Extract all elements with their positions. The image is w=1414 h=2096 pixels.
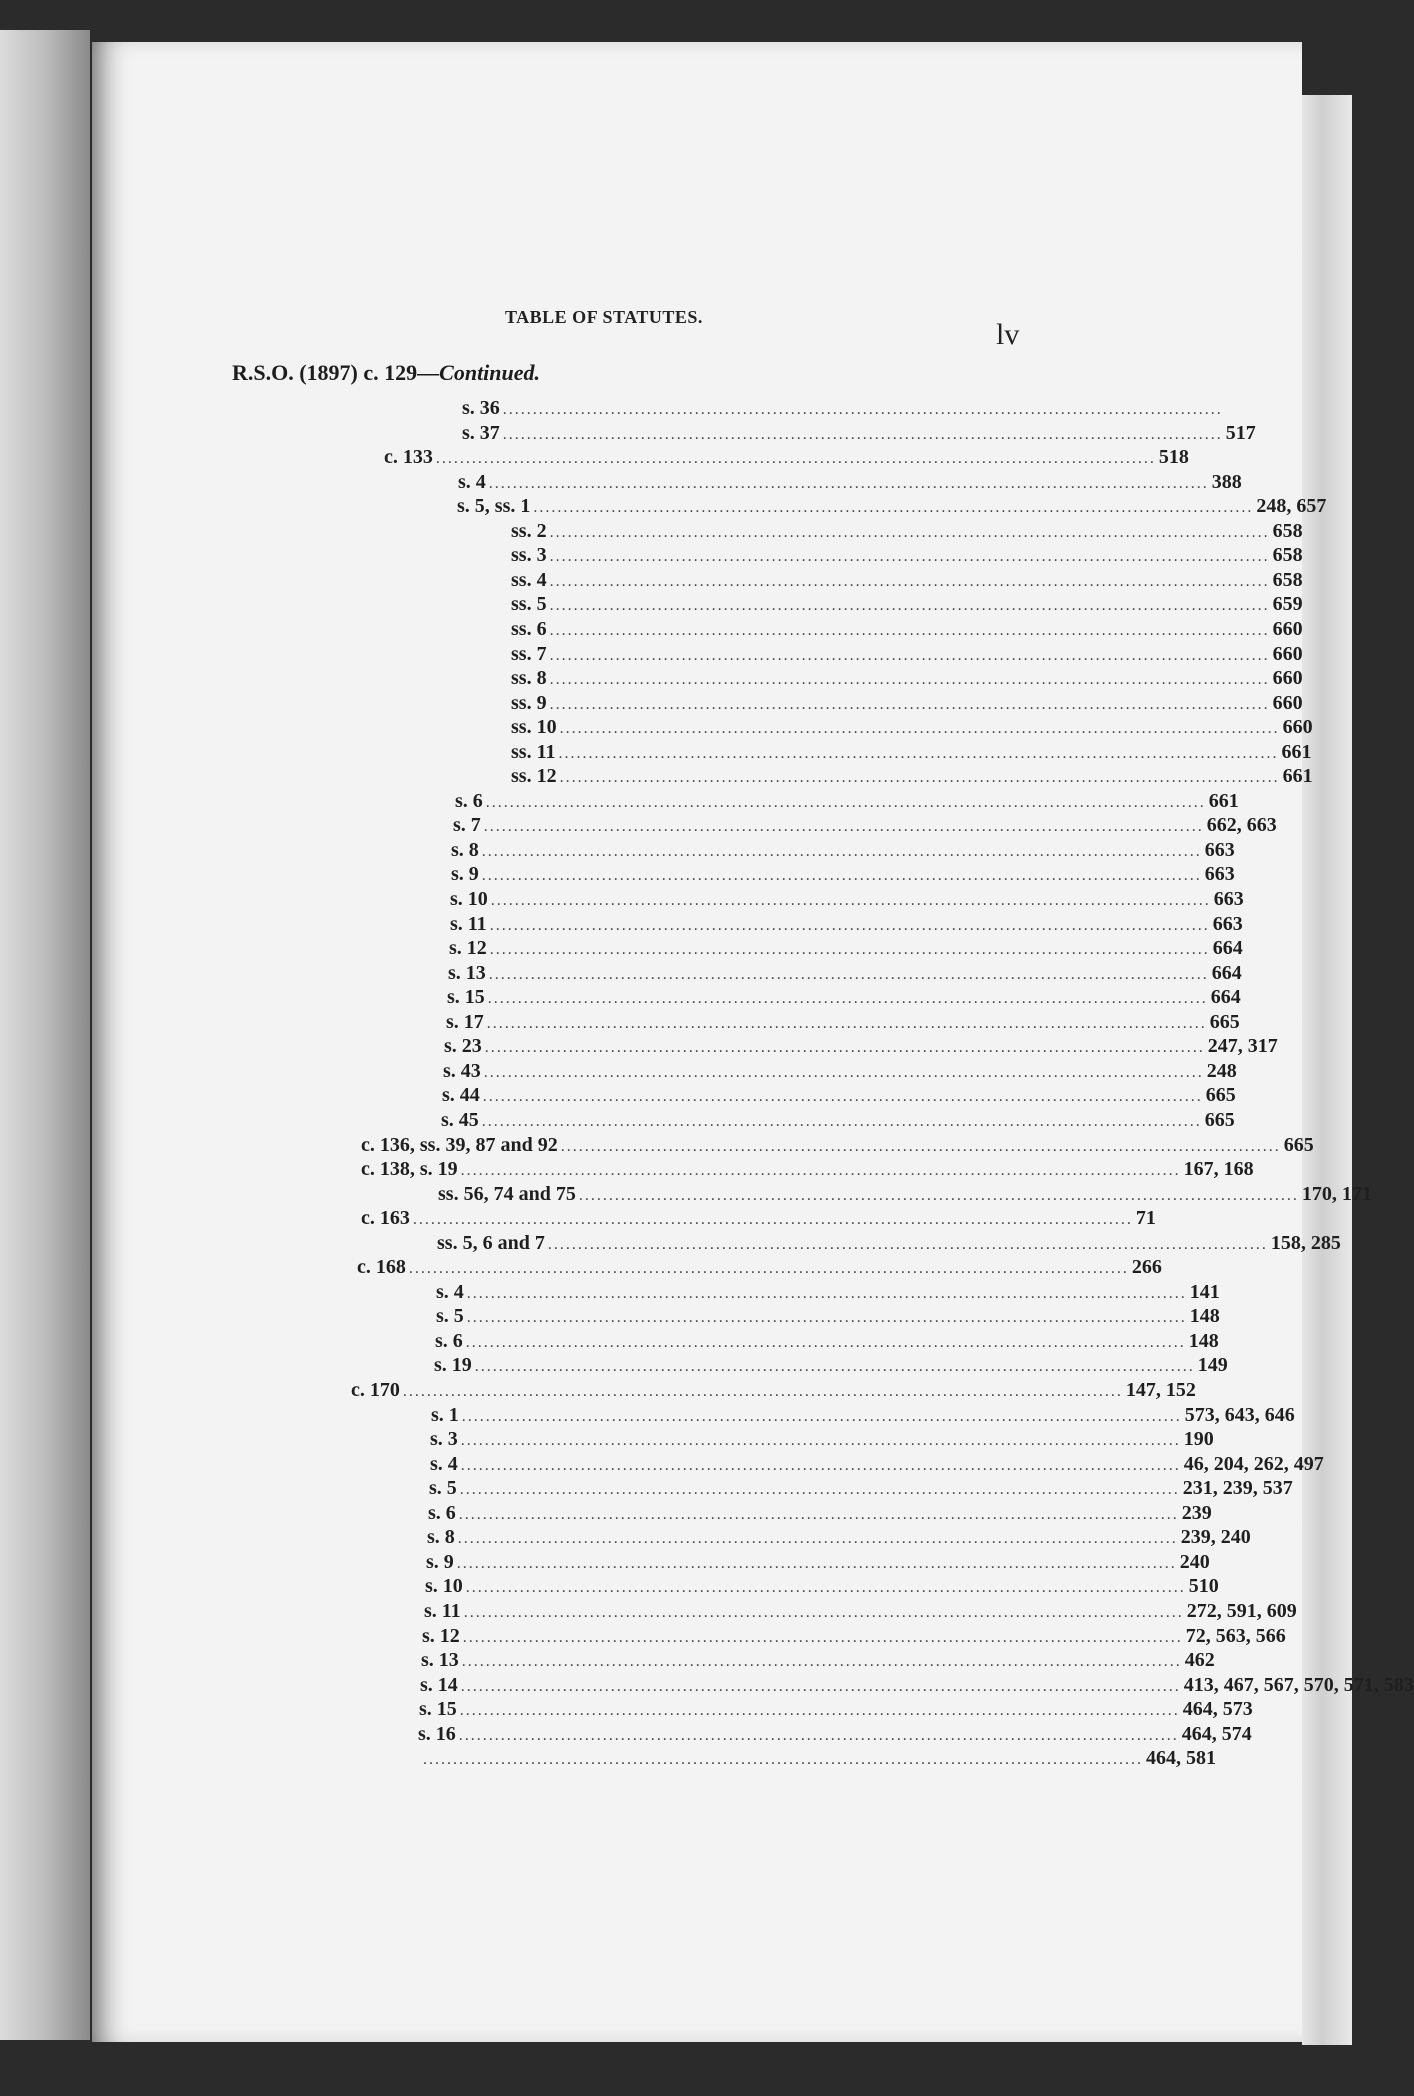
entry-pages: 573, 643, 646	[1184, 1403, 1295, 1426]
entry-label: s. 13	[421, 1649, 459, 1672]
entry-label: s. 4	[430, 1452, 458, 1475]
index-entry	[384, 445, 1189, 469]
index-entry	[430, 1427, 1214, 1451]
index-entry	[450, 912, 1243, 936]
entry-pages: 190	[1183, 1428, 1214, 1451]
entry-pages: 147, 152	[1125, 1379, 1196, 1401]
index-entry	[429, 1476, 1293, 1500]
dot-leader: ........................................................................................................................	[462, 1628, 1183, 1646]
dot-leader: ........................................................................................................................	[549, 695, 1270, 713]
index-entry	[361, 1206, 1156, 1230]
entry-pages: 661	[1208, 789, 1239, 812]
index-entry	[436, 1304, 1220, 1328]
entry-label: ss. 9	[511, 691, 547, 714]
entry-pages: 660	[1272, 617, 1303, 640]
dot-leader: ........................................................................................................................	[559, 720, 1280, 738]
entry-label: s. 4	[458, 470, 486, 493]
dot-leader: ........................................................................................................................	[458, 1726, 1179, 1744]
entry-pages: 663	[1204, 838, 1235, 861]
index-entry	[453, 813, 1277, 837]
dot-leader: ........................................................................................................................	[412, 1211, 1133, 1229]
entry-pages: 510	[1188, 1575, 1219, 1598]
entry-pages: 661	[1282, 765, 1313, 788]
entry-label: s. 10	[450, 888, 488, 910]
entry-pages: 664	[1210, 986, 1241, 1009]
entry-pages: 517	[1225, 421, 1256, 444]
entry-pages: 665	[1204, 1108, 1235, 1131]
index-entry	[431, 1403, 1295, 1427]
index-entry	[449, 936, 1243, 960]
index-entry	[426, 1550, 1210, 1574]
index-entry	[438, 1182, 1372, 1206]
entry-pages: 239	[1181, 1501, 1212, 1524]
index-entry	[428, 1501, 1212, 1525]
entry-pages: 158, 285	[1270, 1231, 1341, 1254]
entry-pages: 240	[1179, 1550, 1210, 1573]
entry-label: s. 36	[462, 397, 500, 419]
page-stack-edge	[1302, 95, 1352, 2045]
entry-pages: 661	[1281, 740, 1312, 763]
dot-leader: ........................................................................................................................	[457, 1530, 1178, 1548]
index-entry	[351, 1378, 1196, 1402]
dot-leader: ........................................................................................................................	[549, 548, 1270, 566]
entry-label: s. 6	[455, 789, 483, 812]
entry-label: ss. 10	[511, 716, 557, 739]
entry-label: ss. 4	[511, 568, 547, 591]
entry-label: ss. 2	[511, 519, 547, 542]
entry-pages: 239, 240	[1180, 1526, 1251, 1549]
entry-label: s. 43	[443, 1059, 481, 1082]
index-entry	[443, 1059, 1237, 1083]
entry-label: s. 6	[428, 1501, 456, 1524]
index-entry	[447, 985, 1241, 1009]
dot-leader: ........................................................................................................................	[489, 916, 1210, 934]
heading-continued: Continued.	[439, 360, 541, 385]
index-entry	[511, 764, 1313, 788]
entry-pages: 247, 317	[1207, 1035, 1278, 1058]
entry-label: s. 37	[462, 421, 500, 444]
entry-label: s. 23	[444, 1035, 482, 1058]
index-entry	[361, 1133, 1314, 1157]
entry-label: s. 44	[442, 1084, 480, 1107]
continued-heading	[232, 360, 540, 386]
dot-leader: ........................................................................................................................	[558, 744, 1279, 762]
index-entry	[511, 543, 1303, 567]
entry-label: s. 14	[420, 1673, 458, 1696]
dot-leader: ........................................................................................................................	[466, 1284, 1187, 1302]
index-entry	[420, 1673, 1414, 1697]
dot-leader: ........................................................................................................................	[408, 1260, 1129, 1278]
dot-leader: ........................................................................................................................	[490, 892, 1211, 909]
index-entry	[437, 1231, 1341, 1255]
entry-label: ss. 5	[511, 593, 547, 616]
entry-label: s. 1	[431, 1403, 459, 1426]
dot-leader: ........................................................................................................................	[474, 1358, 1195, 1376]
index-entry	[511, 568, 1303, 592]
entry-pages: 660	[1282, 716, 1313, 739]
entry-label: ss. 3	[511, 544, 547, 567]
dot-leader: ........................................................................................................................	[402, 1383, 1123, 1400]
entry-pages: 266	[1131, 1256, 1162, 1279]
dot-leader: ........................................................................................................................	[458, 1505, 1179, 1523]
index-entry	[446, 1010, 1240, 1034]
entry-pages: 662, 663	[1206, 814, 1277, 837]
entry-label: c. 133	[384, 446, 433, 469]
dot-leader: ........................................................................................................................	[463, 1603, 1184, 1621]
entry-label: s. 9	[426, 1550, 454, 1573]
running-header-title: TABLE OF STATUTES.	[505, 307, 703, 327]
index-entry	[361, 1157, 1254, 1181]
index-entry	[448, 961, 1242, 985]
entry-label: s. 7	[453, 814, 481, 837]
index-entry	[442, 1083, 1236, 1107]
index-entry	[441, 1108, 1235, 1132]
dot-leader: ........................................................................................................................	[461, 1653, 1182, 1671]
index-entry	[420, 1746, 1216, 1770]
dot-leader: ........................................................................................................................	[549, 572, 1270, 590]
entry-pages: 658	[1272, 519, 1303, 542]
dot-leader: ........................................................................................................................	[481, 1112, 1202, 1130]
index-entry	[511, 740, 1312, 764]
index-entry	[444, 1034, 1278, 1058]
index-entry	[458, 470, 1242, 494]
dot-leader: ........................................................................................................................	[489, 941, 1210, 959]
index-entry	[435, 1329, 1219, 1353]
dot-leader: ........................................................................................................................	[483, 818, 1204, 836]
index-entry	[511, 617, 1303, 641]
entry-pages: 272, 591, 609	[1186, 1599, 1297, 1622]
dot-leader: ........................................................................................................................	[502, 401, 1223, 418]
dot-leader: ........................................................................................................................	[549, 621, 1270, 639]
dot-leader: ........................................................................................................................	[460, 1162, 1181, 1180]
entry-label: ss. 5, 6 and 7	[437, 1231, 545, 1254]
entry-pages: 464, 573	[1182, 1698, 1253, 1721]
dot-leader: ........................................................................................................................	[502, 425, 1223, 443]
index-entry	[451, 838, 1235, 862]
index-entry	[511, 666, 1303, 690]
dot-leader: ........................................................................................................................	[435, 450, 1156, 468]
entry-pages: 167, 168	[1183, 1158, 1254, 1181]
entry-label: ss. 12	[511, 765, 557, 788]
index-entry	[419, 1697, 1253, 1721]
index-entry	[511, 691, 1303, 715]
index-entry	[511, 592, 1303, 616]
entry-pages: 664	[1212, 937, 1243, 960]
dot-leader: ........................................................................................................................	[486, 1014, 1207, 1032]
dot-leader: ........................................................................................................................	[466, 1309, 1187, 1327]
entry-label: s. 9	[451, 863, 479, 886]
entry-label: s. 12	[422, 1624, 460, 1647]
entry-pages: 518	[1158, 446, 1189, 469]
entry-label: s. 45	[441, 1108, 479, 1131]
index-entry	[418, 1722, 1252, 1746]
entry-pages: 658	[1272, 544, 1303, 567]
index-entry	[451, 862, 1235, 886]
entry-label: s. 8	[427, 1526, 455, 1549]
entry-label: s. 16	[418, 1722, 456, 1745]
entry-pages: 663	[1212, 912, 1243, 935]
entry-pages: 663	[1213, 888, 1244, 910]
dot-leader: ........................................................................................................................	[549, 523, 1270, 541]
dot-leader: ........................................................................................................................	[460, 1456, 1181, 1474]
dot-leader: ........................................................................................................................	[484, 1039, 1205, 1057]
entry-pages: 665	[1209, 1010, 1240, 1033]
entry-label: ss. 8	[511, 667, 547, 690]
dot-leader: ........................................................................................................................	[459, 1481, 1180, 1499]
index-entry	[436, 1280, 1220, 1304]
dot-leader: ........................................................................................................................	[460, 1677, 1181, 1695]
index-entry	[357, 1255, 1162, 1279]
page-number: lv	[996, 318, 1020, 351]
index-entry	[422, 1624, 1286, 1648]
entry-pages: 248, 657	[1256, 495, 1327, 518]
index-entry	[455, 789, 1239, 813]
entry-label: s. 5	[429, 1477, 457, 1500]
entry-label: s. 8	[451, 838, 479, 861]
index-entry	[457, 494, 1327, 518]
entry-pages: 46, 204, 262, 497	[1183, 1452, 1324, 1475]
entry-pages: 663	[1204, 863, 1235, 886]
entry-label: s. 11	[424, 1599, 461, 1622]
entry-pages: 464, 581	[1146, 1747, 1216, 1770]
dot-leader: ........................................................................................................................	[483, 1063, 1204, 1081]
entry-label: s. 19	[434, 1354, 472, 1377]
entry-label: c. 163	[361, 1207, 410, 1230]
dot-leader: ........................................................................................................................	[578, 1186, 1299, 1204]
entry-pages: 248	[1206, 1059, 1237, 1082]
dot-leader: ........................................................................................................................	[482, 1088, 1203, 1106]
heading-prefix: R.S.O. (1897) c. 129—	[232, 360, 440, 385]
index-entry	[511, 519, 1303, 543]
entry-pages: 660	[1272, 691, 1303, 714]
entry-pages: 462	[1184, 1649, 1215, 1672]
dot-leader: ........................................................................................................................	[560, 1137, 1281, 1155]
entry-label: ss. 56, 74 and 75	[438, 1182, 576, 1205]
dot-leader: ........................................................................................................................	[559, 769, 1280, 787]
dot-leader: ........................................................................................................................	[481, 842, 1202, 860]
entry-label: s. 12	[449, 937, 487, 960]
dot-leader: ........................................................................................................................	[456, 1554, 1177, 1572]
entry-pages: 659	[1272, 593, 1303, 616]
entry-label: s. 5	[436, 1305, 464, 1328]
entry-label: c. 138, s. 19	[361, 1158, 458, 1181]
entry-label: s. 6	[435, 1329, 463, 1352]
index-entry	[450, 887, 1244, 911]
index-entry	[511, 642, 1303, 666]
index-entry	[462, 396, 1223, 420]
entry-label: s. 4	[436, 1280, 464, 1303]
entry-pages: 231, 239, 537	[1182, 1477, 1293, 1500]
dot-leader: ........................................................................................................................	[488, 474, 1209, 492]
dot-leader: ........................................................................................................................	[549, 671, 1270, 689]
facing-page-edge	[0, 30, 90, 2040]
dot-leader: ........................................................................................................................	[465, 1333, 1186, 1351]
index-entry	[425, 1574, 1219, 1598]
entry-label: ss. 7	[511, 642, 547, 665]
dot-leader: ........................................................................................................................	[488, 965, 1209, 983]
entry-label: s. 10	[425, 1575, 463, 1598]
entry-label: c. 170	[351, 1379, 400, 1401]
entry-pages: 658	[1272, 568, 1303, 591]
entry-label: c. 136, ss. 39, 87 and 92	[361, 1133, 558, 1156]
entry-label: s. 3	[430, 1428, 458, 1451]
entry-label: s. 17	[446, 1010, 484, 1033]
dot-leader: ........................................................................................................................	[459, 1702, 1180, 1720]
entry-label: s. 15	[447, 986, 485, 1009]
entry-label: ss. 11	[511, 740, 556, 763]
entry-pages: 660	[1272, 642, 1303, 665]
dot-leader: ........................................................................................................................	[533, 499, 1254, 517]
index-entry	[427, 1525, 1251, 1549]
index-entry	[511, 715, 1313, 739]
entry-pages: 464, 574	[1181, 1722, 1252, 1745]
entry-label: s. 5, ss. 1	[457, 495, 531, 518]
entry-pages: 141	[1189, 1280, 1220, 1303]
index-entry	[421, 1648, 1215, 1672]
index-entry	[430, 1452, 1324, 1476]
dot-leader: ........................................................................................................................	[465, 1579, 1186, 1597]
entry-pages: 388	[1211, 470, 1242, 493]
entry-pages: 148	[1188, 1329, 1219, 1352]
index-entry	[462, 421, 1256, 445]
entry-pages: 148	[1189, 1305, 1220, 1328]
dot-leader: ........................................................................................................................	[487, 990, 1208, 1008]
dot-leader: ........................................................................................................................	[549, 646, 1270, 664]
entry-pages: 665	[1205, 1084, 1236, 1107]
entry-label: s. 13	[448, 961, 486, 984]
entry-pages: 665	[1283, 1133, 1314, 1156]
entry-label: s. 11	[450, 912, 487, 935]
dot-leader: ........................................................................................................................	[460, 1432, 1181, 1450]
entry-pages: 149	[1197, 1354, 1228, 1377]
dot-leader: ........................................................................................................................	[481, 867, 1202, 885]
dot-leader: ........................................................................................................................	[547, 1235, 1268, 1253]
entry-pages: 664	[1211, 961, 1242, 984]
index-entry	[424, 1599, 1297, 1623]
entry-pages: 71	[1135, 1207, 1156, 1230]
entry-pages: 170, 171	[1301, 1182, 1372, 1205]
dot-leader: ........................................................................................................................	[461, 1407, 1182, 1425]
dot-leader: ........................................................................................................................	[549, 597, 1270, 615]
entry-label: c. 168	[357, 1256, 406, 1279]
index-entry	[434, 1353, 1228, 1377]
entry-pages: 413, 467, 567, 570, 571, 583	[1183, 1673, 1414, 1696]
dot-leader: ........................................................................................................................	[423, 1751, 1143, 1769]
entry-label: ss. 6	[511, 617, 547, 640]
entry-pages: 72, 563, 566	[1185, 1624, 1286, 1647]
entry-pages: 660	[1272, 667, 1303, 690]
entry-label: s. 15	[419, 1698, 457, 1721]
dot-leader: ........................................................................................................................	[485, 793, 1206, 811]
